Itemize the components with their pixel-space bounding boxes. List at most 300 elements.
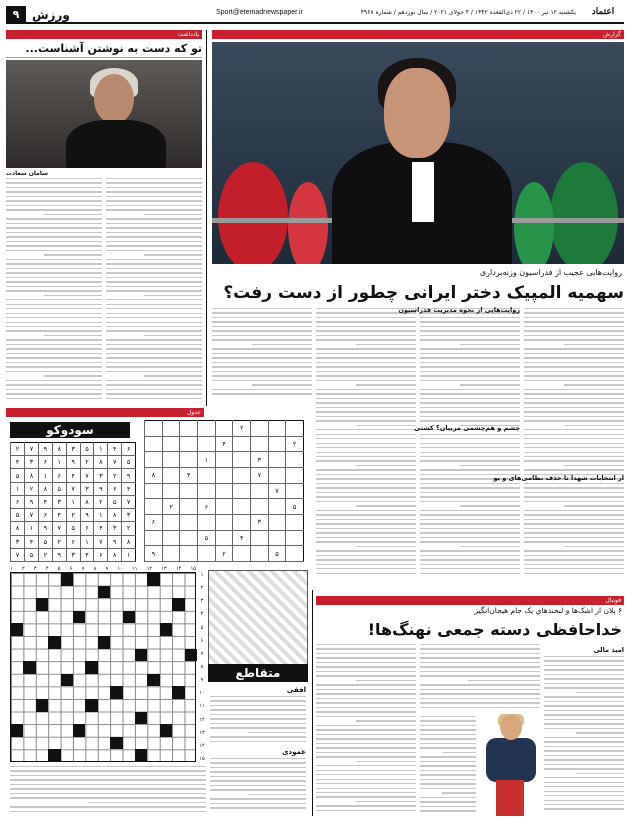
text-line <box>544 710 624 711</box>
crossword-column-number: ۱ <box>10 566 13 572</box>
text-line <box>6 250 102 251</box>
text-line <box>544 786 624 787</box>
text-line <box>106 245 202 246</box>
text-line <box>316 393 416 394</box>
sudoku-cell <box>286 483 304 499</box>
crossword-black-cell <box>73 724 85 737</box>
text-line <box>420 452 520 453</box>
sudoku-cell <box>215 452 233 468</box>
text-line <box>210 723 306 724</box>
sudoku-cell: ۲ <box>52 535 66 548</box>
sudoku-cell: ۸ <box>145 467 163 483</box>
text-line <box>420 456 520 457</box>
text-line <box>544 674 624 675</box>
crossword-clues-bottom <box>10 766 206 816</box>
text-line <box>316 474 416 475</box>
text-line <box>316 371 416 372</box>
sudoku-cell: ۲ <box>66 509 80 522</box>
text-line <box>212 317 312 318</box>
sudoku-cell <box>268 499 286 515</box>
note-tag-label: یادداشت <box>177 31 199 38</box>
text-line <box>6 357 102 358</box>
text-line <box>524 514 624 515</box>
sudoku-cell <box>251 436 269 452</box>
crossword-black-cell <box>110 686 122 699</box>
text-line <box>144 214 202 215</box>
text-line <box>420 362 520 363</box>
text-line <box>6 371 102 372</box>
text-line <box>106 389 202 390</box>
report-subhead-3: از انتخابات شهدا تا حذف نظامی‌های و بو <box>493 474 624 482</box>
crossword-row-number: ۱۰ <box>199 690 205 697</box>
text-line <box>420 779 476 780</box>
text-line <box>316 729 416 730</box>
text-line <box>564 344 624 345</box>
sudoku-cell: ۶ <box>94 548 108 561</box>
text-line <box>316 796 416 797</box>
text-line <box>564 505 624 506</box>
sudoku-cell: ۱ <box>66 495 80 508</box>
sudoku-cell: ۲ <box>25 482 39 495</box>
sudoku-cell <box>180 546 198 562</box>
text-line <box>544 687 624 688</box>
text-line <box>356 720 416 721</box>
text-line <box>524 308 624 309</box>
text-line <box>210 700 306 701</box>
sport-text-col-2 <box>420 644 540 714</box>
text-line <box>6 191 102 192</box>
text-line <box>44 335 102 336</box>
text-line <box>316 528 416 529</box>
masthead <box>6 6 624 24</box>
sudoku-cell <box>286 467 304 483</box>
text-line <box>316 568 416 569</box>
sudoku-cell <box>215 421 233 437</box>
text-line <box>316 555 416 556</box>
text-line <box>420 402 520 403</box>
text-line <box>420 550 520 551</box>
sudoku-cell: ۲ <box>286 436 304 452</box>
text-line <box>420 743 476 744</box>
text-line <box>420 559 520 560</box>
text-line <box>6 178 102 179</box>
crossword-row-number: ۴ <box>200 611 204 618</box>
text-line <box>524 357 624 358</box>
text-line <box>420 738 476 739</box>
text-line <box>212 380 312 381</box>
crossword-column-number: ۴ <box>45 566 49 572</box>
puzzle-tag <box>6 408 204 417</box>
text-line <box>106 326 202 327</box>
text-line <box>524 559 624 560</box>
text-line <box>106 313 202 314</box>
text-line <box>316 657 416 658</box>
sudoku-cell: ۴ <box>80 548 94 561</box>
text-line <box>564 465 624 466</box>
text-line <box>420 335 520 336</box>
crossword-column-number: ۷ <box>81 566 85 572</box>
text-line <box>6 245 102 246</box>
text-line <box>420 657 540 658</box>
sudoku-cell: ۲ <box>11 443 25 456</box>
sudoku-cell: ۹ <box>94 482 108 495</box>
text-line <box>420 537 520 538</box>
text-line <box>316 434 416 435</box>
text-line <box>316 487 416 488</box>
text-line <box>106 187 202 188</box>
text-line <box>6 304 102 305</box>
sudoku-cell <box>162 467 180 483</box>
text-line <box>10 770 206 771</box>
text-line <box>106 357 202 358</box>
sudoku-solution-grid <box>10 442 136 562</box>
text-line <box>420 573 520 574</box>
text-line <box>316 747 416 748</box>
text-line <box>524 456 624 457</box>
text-line <box>106 362 202 363</box>
text-line <box>106 236 202 237</box>
text-line <box>10 797 206 798</box>
text-line <box>6 241 102 242</box>
sudoku-cell: ۵ <box>11 509 25 522</box>
report-text-col-1 <box>524 308 624 582</box>
text-line <box>420 496 520 497</box>
sport-text-col-4 <box>420 716 476 816</box>
text-line <box>544 777 624 778</box>
text-line <box>420 671 540 672</box>
text-line <box>316 460 416 461</box>
text-line <box>420 434 520 435</box>
sudoku-cell: ۶ <box>11 495 25 508</box>
text-line <box>420 443 520 444</box>
text-line <box>316 375 416 376</box>
text-line <box>544 714 624 715</box>
sudoku-cell: ۲ <box>122 522 136 535</box>
section-name: ورزش <box>32 8 70 22</box>
text-line <box>6 209 102 210</box>
text-line <box>212 339 312 340</box>
note-headline: تو که دست به نوشتن آشناست... <box>6 42 202 58</box>
text-line <box>106 398 202 399</box>
crossword-black-cell <box>36 699 48 712</box>
text-line <box>420 393 520 394</box>
text-line <box>106 200 202 201</box>
text-line <box>6 227 102 228</box>
text-line <box>6 380 102 381</box>
sudoku-cell <box>162 546 180 562</box>
text-line <box>106 259 202 260</box>
text-line <box>420 555 520 556</box>
text-line <box>10 788 206 789</box>
text-line <box>6 366 102 367</box>
text-line <box>356 465 416 466</box>
text-line <box>316 756 416 757</box>
note-text-right <box>106 178 202 404</box>
text-line <box>106 196 202 197</box>
sudoku-cell: ۷ <box>94 535 108 548</box>
text-line <box>420 492 520 493</box>
text-line <box>420 398 520 399</box>
text-line <box>316 774 416 775</box>
text-line <box>420 725 476 726</box>
sudoku-cell <box>286 421 304 437</box>
crossword-black-cell <box>61 573 73 586</box>
sudoku-cell: ۶ <box>52 469 66 482</box>
text-line <box>460 384 520 385</box>
sudoku-cell <box>286 452 304 468</box>
report-text-col-3 <box>316 308 416 582</box>
sudoku-cell: ۸ <box>80 495 94 508</box>
text-line <box>6 223 102 224</box>
text-line <box>106 380 202 381</box>
text-line <box>420 675 540 676</box>
text-line <box>106 232 202 233</box>
crossword-column-number: ۱۳ <box>161 566 167 572</box>
text-line <box>10 775 206 776</box>
text-line <box>420 339 520 340</box>
text-line <box>212 389 312 390</box>
text-line <box>524 389 624 390</box>
text-line <box>420 528 520 529</box>
text-line <box>88 802 206 803</box>
sudoku-cell <box>233 514 251 530</box>
crossword-black-cell <box>160 623 172 636</box>
text-line <box>524 487 624 488</box>
text-line <box>106 277 202 278</box>
text-line <box>442 752 476 753</box>
sudoku-cell: ۱ <box>11 482 25 495</box>
crossword-row-number: ۲ <box>200 585 204 592</box>
text-line <box>316 666 416 667</box>
text-line <box>316 532 416 533</box>
sudoku-cell: ۳ <box>52 495 66 508</box>
text-line <box>6 313 102 314</box>
page-number: ۹ <box>6 6 26 24</box>
text-line <box>106 268 202 269</box>
sudoku-cell <box>145 530 163 546</box>
text-line <box>524 573 624 574</box>
sudoku-cell <box>268 530 286 546</box>
note-text-left <box>6 178 102 404</box>
sudoku-cell: ۶ <box>122 443 136 456</box>
text-line <box>106 348 202 349</box>
text-line <box>420 564 520 565</box>
author-photo <box>6 60 202 168</box>
text-line <box>420 707 540 708</box>
text-line <box>468 680 540 681</box>
column-divider <box>206 30 207 406</box>
text-line <box>420 720 476 721</box>
text-line <box>420 662 540 663</box>
text-line <box>524 353 624 354</box>
text-line <box>576 732 624 733</box>
text-line <box>210 714 306 715</box>
sudoku-cell: ۲ <box>80 456 94 469</box>
crossword-black-cell <box>160 724 172 737</box>
sudoku-cell <box>198 436 216 452</box>
sudoku-cell: ۹ <box>38 443 52 456</box>
text-line <box>248 732 306 733</box>
text-line <box>10 784 206 785</box>
text-line <box>524 402 624 403</box>
text-line <box>420 693 540 694</box>
text-line <box>564 384 624 385</box>
sudoku-cell <box>180 530 198 546</box>
sudoku-cell: ۳ <box>66 548 80 561</box>
crossword-row-number: ۱۱ <box>199 703 205 710</box>
crossword-column-number: ۲ <box>21 566 25 572</box>
sudoku-cell <box>233 483 251 499</box>
text-line <box>420 734 476 735</box>
sudoku-cell <box>180 483 198 499</box>
text-line <box>524 510 624 511</box>
text-line <box>524 492 624 493</box>
text-line <box>524 438 624 439</box>
text-line <box>44 254 102 255</box>
sudoku-cell: ۳ <box>94 469 108 482</box>
sudoku-cell: ۶ <box>38 456 52 469</box>
text-line <box>316 805 416 806</box>
text-line <box>524 407 624 408</box>
sudoku-cell: ۴ <box>233 530 251 546</box>
text-line <box>420 774 476 775</box>
text-line <box>420 716 476 717</box>
text-line <box>212 357 312 358</box>
text-line <box>420 460 520 461</box>
text-line <box>6 205 102 206</box>
text-line <box>316 738 416 739</box>
text-line <box>6 187 102 188</box>
text-line <box>420 326 520 327</box>
sudoku-cell: ۷ <box>251 467 269 483</box>
sudoku-cell: ۶ <box>38 509 52 522</box>
text-line <box>106 182 202 183</box>
sudoku-cell: ۷ <box>52 522 66 535</box>
text-line <box>420 487 520 488</box>
crossword-black-cell <box>73 611 85 624</box>
text-line <box>6 326 102 327</box>
text-line <box>524 519 624 520</box>
text-line <box>144 335 202 336</box>
text-line <box>144 375 202 376</box>
sudoku-cell: ۹ <box>38 522 52 535</box>
crossword-black-cell <box>85 699 97 712</box>
text-line <box>420 765 476 766</box>
text-line <box>106 393 202 394</box>
text-line <box>356 384 416 385</box>
text-line <box>6 317 102 318</box>
sudoku-cell <box>251 530 269 546</box>
report-text-col-4 <box>212 308 312 398</box>
sudoku-cell <box>162 421 180 437</box>
text-line <box>212 371 312 372</box>
crossword-black-cell <box>85 661 97 674</box>
text-line <box>106 371 202 372</box>
text-line <box>106 308 202 309</box>
sudoku-cell: ۷ <box>11 548 25 561</box>
text-line <box>524 483 624 484</box>
text-line <box>420 783 476 784</box>
text-line <box>316 335 416 336</box>
text-line <box>544 755 624 756</box>
text-line <box>316 366 416 367</box>
report-text-col-2 <box>420 308 520 582</box>
sudoku-cell <box>145 452 163 468</box>
text-line <box>316 770 416 771</box>
text-line <box>316 452 416 453</box>
sudoku-cell <box>286 514 304 530</box>
text-line <box>316 330 416 331</box>
text-line <box>212 330 312 331</box>
text-line <box>144 254 202 255</box>
text-line <box>544 791 624 792</box>
sudoku-cell: ۵ <box>25 548 39 561</box>
crossword-column-number: ۱۵ <box>190 566 196 572</box>
issue-line: یکشنبه ۱۲ تیر ۱۴۰۰ / ۲۲ ذی‌القعده ۱۴۴۲ / ۴ جولای ۲۰۲۱ / سال نوزدهم / شماره ۴۹۶۸ <box>360 9 576 16</box>
text-line <box>316 743 416 744</box>
sudoku-cell: ۴ <box>38 495 52 508</box>
text-line <box>316 792 416 793</box>
sudoku-cell <box>233 499 251 515</box>
text-line <box>420 788 476 789</box>
text-line <box>356 344 416 345</box>
sudoku-cell: ۱ <box>94 443 108 456</box>
text-line <box>210 718 306 719</box>
text-line <box>316 407 416 408</box>
text-line <box>524 501 624 502</box>
text-line <box>210 741 306 742</box>
text-line <box>316 429 416 430</box>
sudoku-cell: ۷ <box>25 509 39 522</box>
text-line <box>106 281 202 282</box>
crossword-row-number: ۱۴ <box>199 742 205 749</box>
text-line <box>524 371 624 372</box>
text-line <box>544 656 624 657</box>
text-line <box>524 568 624 569</box>
text-line <box>106 272 202 273</box>
text-line <box>6 232 102 233</box>
text-line <box>10 779 206 780</box>
report-subhead-2: چشم و هم‌چشمی مربیان؟ کشتی <box>414 424 520 432</box>
text-line <box>316 675 416 676</box>
crossword-row-number: ۱۲ <box>199 716 205 723</box>
sudoku-cell: ۶ <box>198 499 216 515</box>
text-line <box>420 317 520 318</box>
text-line <box>524 362 624 363</box>
text-line <box>420 797 476 798</box>
text-line <box>316 752 416 753</box>
sport-tag-label: فوتبال <box>605 597 621 604</box>
text-line <box>6 200 102 201</box>
sport-tag <box>316 596 624 605</box>
text-line <box>316 559 416 560</box>
text-line <box>210 771 306 772</box>
sudoku-cell <box>145 499 163 515</box>
text-line <box>544 678 624 679</box>
crossword-column-number: ۳ <box>33 566 37 572</box>
text-line <box>420 353 520 354</box>
sudoku-cell: ۳ <box>25 456 39 469</box>
text-line <box>248 794 306 795</box>
text-line <box>316 501 416 502</box>
text-line <box>420 801 476 802</box>
sudoku-cell: ۱ <box>80 535 94 548</box>
crossword-row-number: ۱۳ <box>199 729 205 736</box>
text-line <box>544 719 624 720</box>
crossword-row-number: ۳ <box>200 598 204 605</box>
text-line <box>316 317 416 318</box>
text-line <box>316 523 416 524</box>
